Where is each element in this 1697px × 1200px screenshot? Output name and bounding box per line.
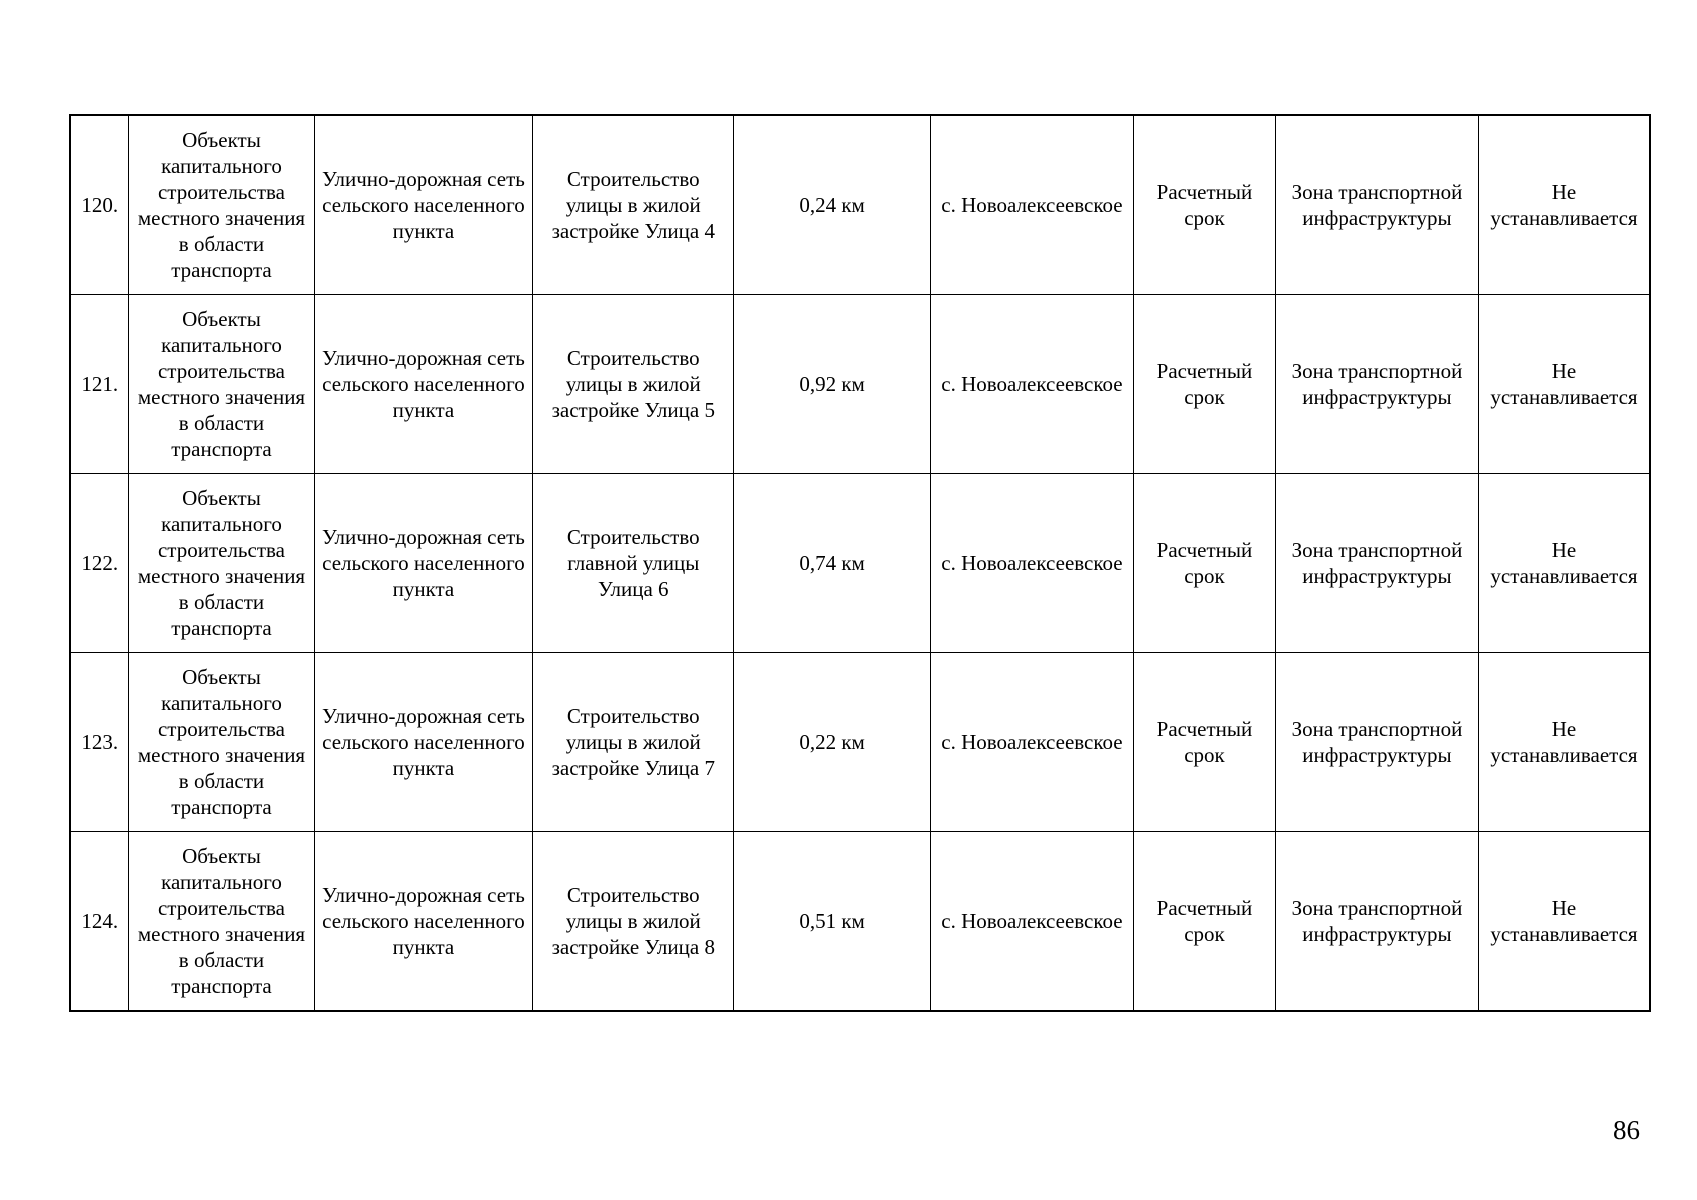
table-row [70, 832, 1650, 1012]
object-location: с. Новоалексеевское [930, 653, 1133, 832]
object-length: 0,22 км [734, 653, 931, 832]
zouit-status: Не устанавливается [1478, 653, 1650, 832]
object-category: Объекты капитального строительства местного значения в области транспорта [129, 832, 314, 1012]
object-length: 0,92 км [734, 295, 931, 474]
object-type: Улично-дорожная сеть сельского населенного пункта [314, 115, 533, 295]
object-category: Объекты капитального строительства местного значения в области транспорта [129, 115, 314, 295]
functional-zone: Зона транспортной инфраструктуры [1275, 832, 1478, 1012]
object-name: Строительство улицы в жилой застройке Улица 7 [533, 653, 734, 832]
functional-zone: Зона транспортной инфраструктуры [1275, 653, 1478, 832]
object-type: Улично-дорожная сеть сельского населенного пункта [314, 295, 533, 474]
object-name: Строительство улицы в жилой застройке Улица 4 [533, 115, 734, 295]
object-location: с. Новоалексеевское [930, 115, 1133, 295]
functional-zone: Зона транспортной инфраструктуры [1275, 295, 1478, 474]
object-length: 0,51 км [734, 832, 931, 1012]
object-category: Объекты капитального строительства местного значения в области транспорта [129, 653, 314, 832]
table-row [70, 295, 1650, 474]
row-number: 123. [70, 653, 129, 832]
object-name: Строительство главной улицы Улица 6 [533, 474, 734, 653]
zouit-status: Не устанавливается [1478, 115, 1650, 295]
object-type: Улично-дорожная сеть сельского населенного пункта [314, 653, 533, 832]
object-term: Расчетный срок [1133, 115, 1275, 295]
functional-zone: Зона транспортной инфраструктуры [1275, 115, 1478, 295]
table-row [70, 474, 1650, 653]
zouit-status: Не устанавливается [1478, 832, 1650, 1012]
functional-zone: Зона транспортной инфраструктуры [1275, 474, 1478, 653]
page-number: 86 [1613, 1115, 1640, 1145]
object-length: 0,24 км [734, 115, 931, 295]
object-category: Объекты капитального строительства местного значения в области транспорта [129, 295, 314, 474]
object-type: Улично-дорожная сеть сельского населенного пункта [314, 832, 533, 1012]
objects-table [69, 114, 1651, 1012]
object-type: Улично-дорожная сеть сельского населенного пункта [314, 474, 533, 653]
object-term: Расчетный срок [1133, 474, 1275, 653]
row-number: 121. [70, 295, 129, 474]
row-number: 120. [70, 115, 129, 295]
table-row [70, 115, 1650, 295]
row-number: 122. [70, 474, 129, 653]
object-term: Расчетный срок [1133, 832, 1275, 1012]
zouit-status: Не устанавливается [1478, 295, 1650, 474]
object-category: Объекты капитального строительства местного значения в области транспорта [129, 474, 314, 653]
zouit-status: Не устанавливается [1478, 474, 1650, 653]
table-row [70, 653, 1650, 832]
object-name: Строительство улицы в жилой застройке Улица 5 [533, 295, 734, 474]
object-name: Строительство улицы в жилой застройке Улица 8 [533, 832, 734, 1012]
object-length: 0,74 км [734, 474, 931, 653]
object-term: Расчетный срок [1133, 295, 1275, 474]
object-location: с. Новоалексеевское [930, 832, 1133, 1012]
object-location: с. Новоалексеевское [930, 474, 1133, 653]
object-term: Расчетный срок [1133, 653, 1275, 832]
row-number: 124. [70, 832, 129, 1012]
object-location: с. Новоалексеевское [930, 295, 1133, 474]
